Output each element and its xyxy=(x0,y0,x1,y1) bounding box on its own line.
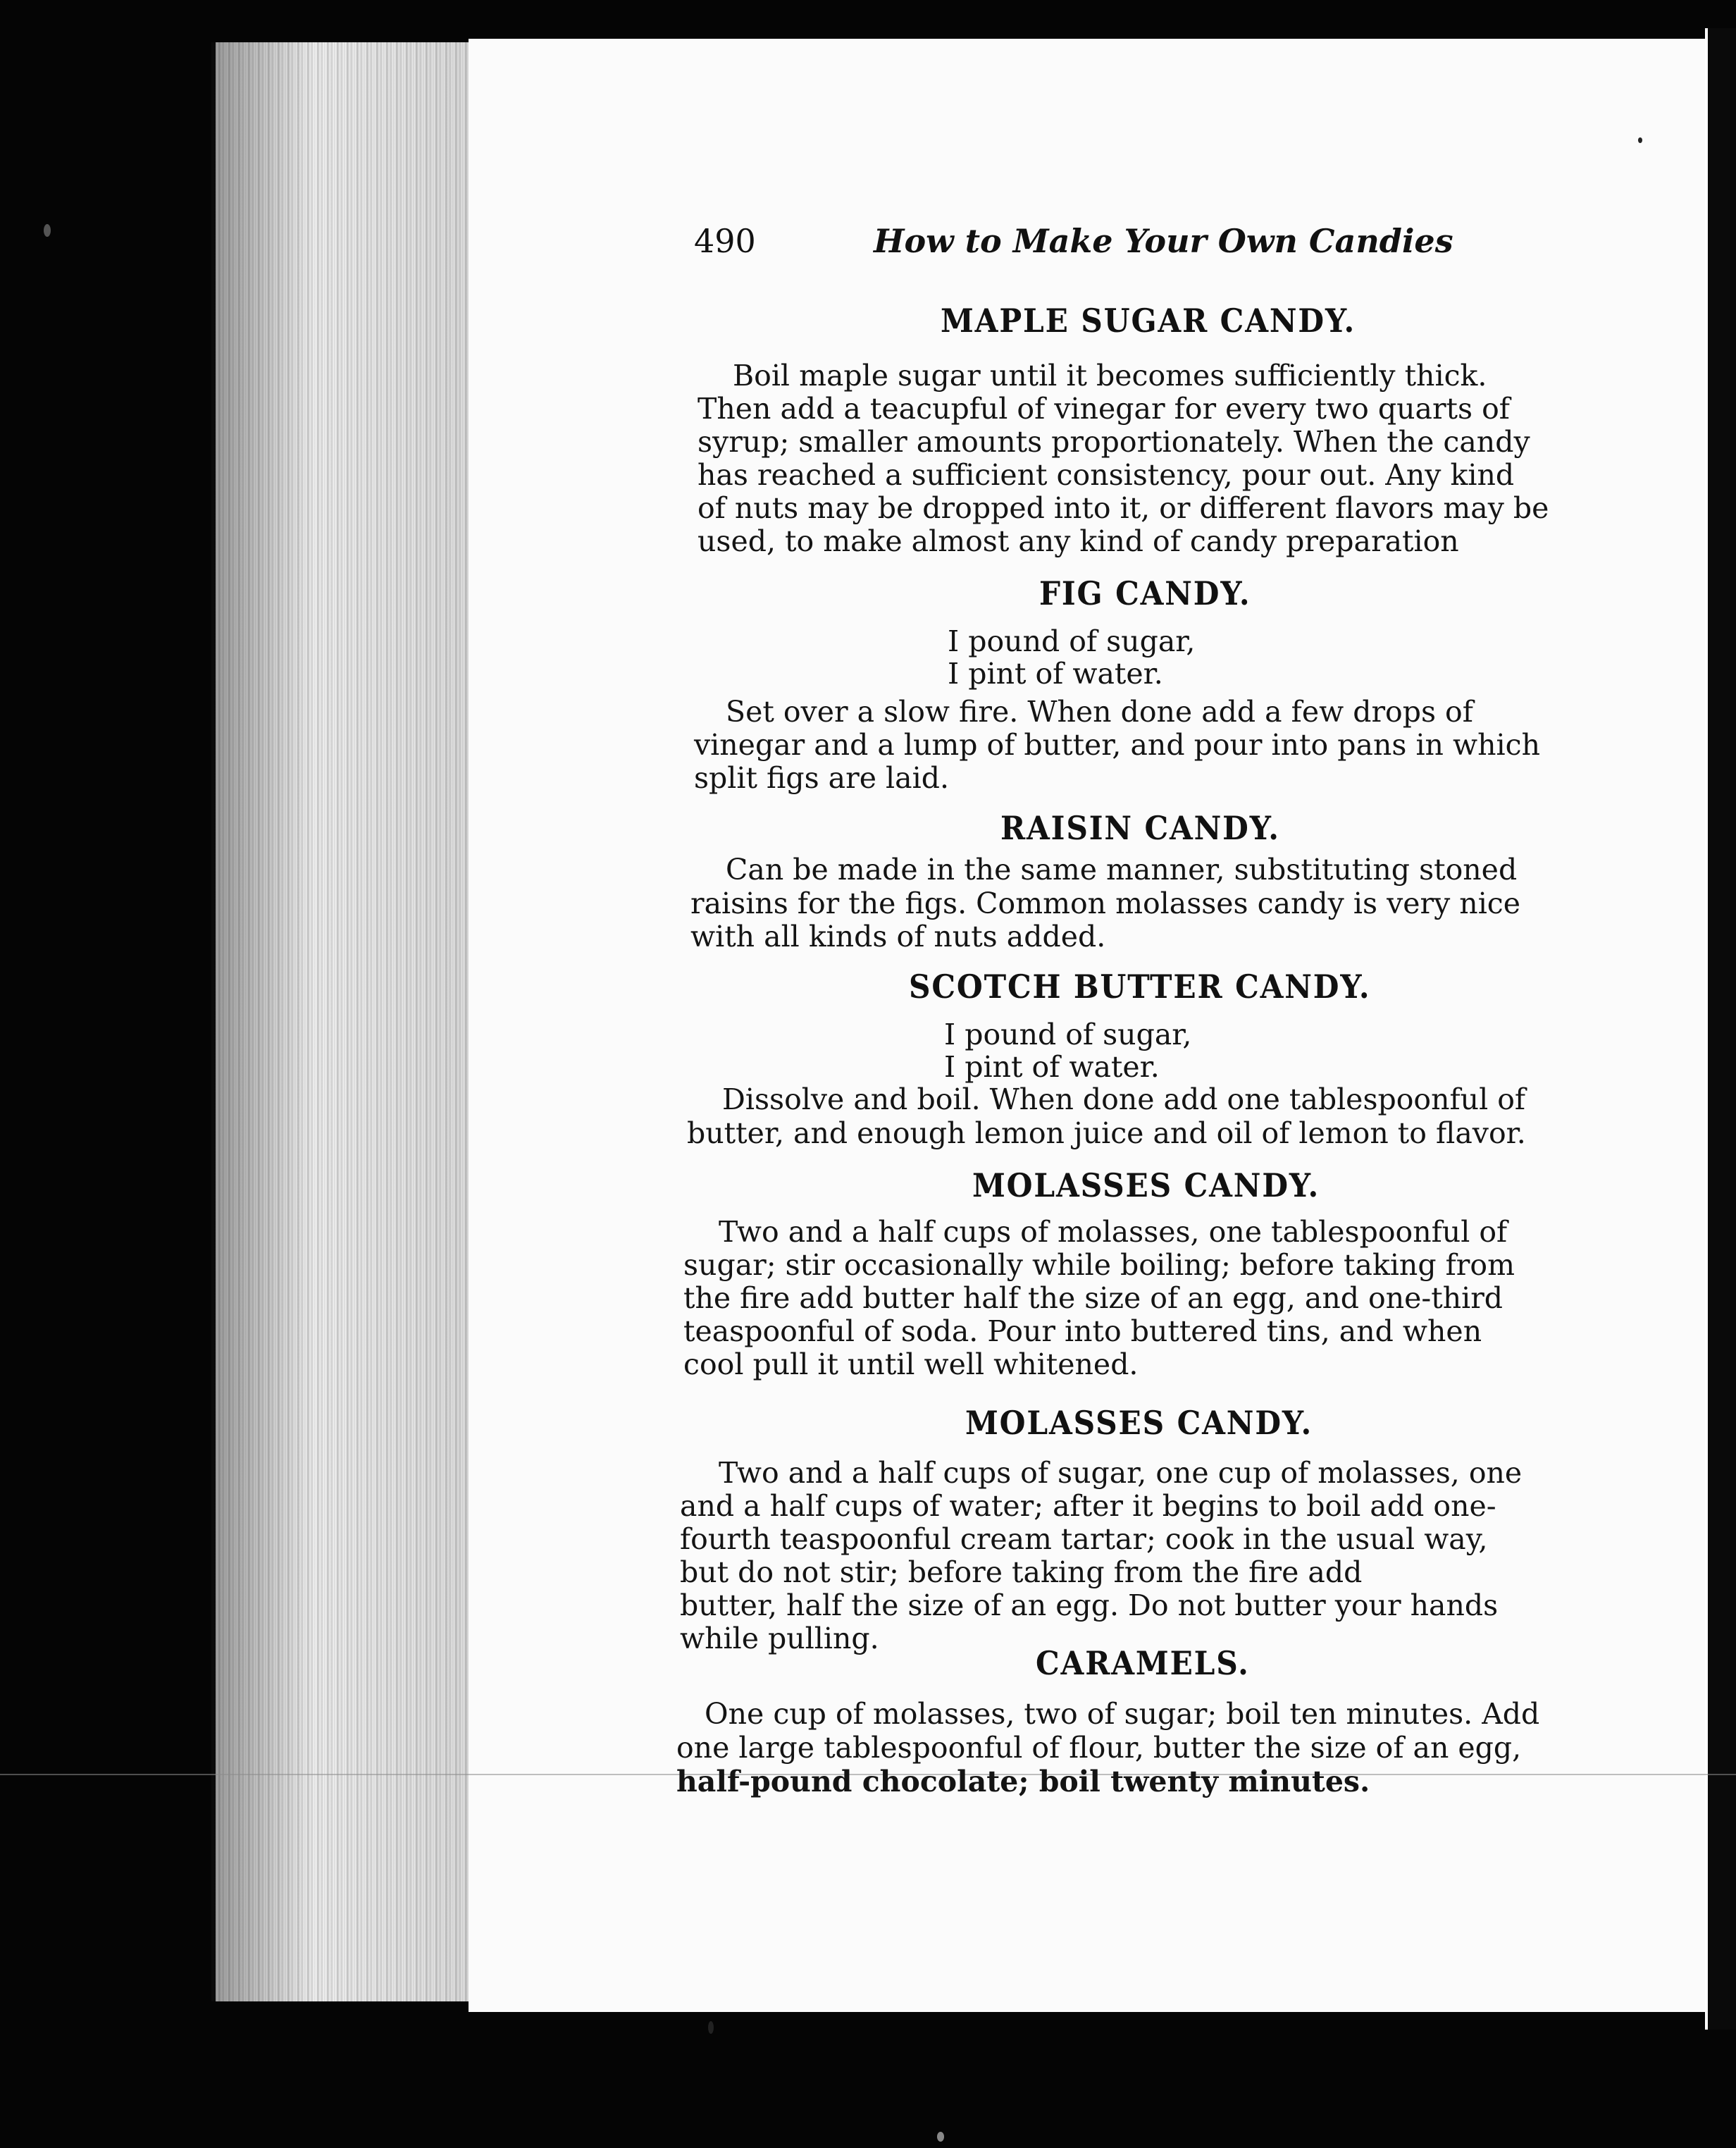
paragraph-line: butter, and enough lemon juice and oil of lemon to flavor. xyxy=(687,1116,1526,1150)
page-number: 490 xyxy=(694,222,756,260)
section-heading-molasses-2: MOLASSES CANDY. xyxy=(965,1404,1313,1442)
paragraph-line: has reached a sufficient consistency, pour out. Any kind xyxy=(698,458,1515,492)
paragraph-line: Can be made in the same manner, substituting stoned xyxy=(726,853,1518,887)
paragraph-line: teaspoonful of soda. Pour into buttered tins, and when xyxy=(683,1314,1482,1348)
ingredient-line: I pound of sugar, xyxy=(944,1018,1192,1051)
paragraph-line: vinegar and a lump of butter, and pour into pans in which xyxy=(694,728,1540,762)
paragraph-line: of nuts may be dropped into it, or different flavors may be xyxy=(698,491,1549,525)
paragraph-line: one large tablespoonful of flour, butter the size of an egg, xyxy=(676,1731,1522,1765)
paragraph-line: Set over a slow fire. When done add a few drops of xyxy=(726,695,1473,729)
paragraph-line: split figs are laid. xyxy=(694,761,949,795)
paragraph-line: butter, half the size of an egg. Do not butter your hands xyxy=(680,1588,1499,1622)
paragraph-line: with all kinds of nuts added. xyxy=(690,920,1106,953)
paragraph-line: cool pull it until well whitened. xyxy=(683,1347,1139,1381)
paragraph-line: raisins for the figs. Common molasses candy is very nice xyxy=(690,887,1521,920)
scan-speck xyxy=(1638,137,1642,143)
paragraph-line: Two and a half cups of sugar, one cup of molasses, one xyxy=(719,1456,1523,1490)
paragraph-line: used, to make almost any kind of candy preparation xyxy=(698,524,1459,558)
scan-speck xyxy=(937,2132,944,2142)
paragraph-line: Then add a teacupful of vinegar for every two quarts of xyxy=(698,392,1510,426)
running-title: How to Make Your Own Candies xyxy=(874,222,1453,260)
section-heading-caramels: CARAMELS. xyxy=(1036,1644,1250,1682)
paragraph-line: half-pound chocolate; boil twenty minutes. xyxy=(676,1765,1370,1798)
scan-speck xyxy=(44,224,51,237)
paragraph-line: but do not stir; before taking from the fire add xyxy=(680,1555,1363,1589)
ingredient-line: I pint of water. xyxy=(948,657,1163,691)
paragraph-line: syrup; smaller amounts proportionately. When the candy xyxy=(698,425,1530,459)
paragraph-line: while pulling. xyxy=(680,1622,879,1655)
scan-speck xyxy=(708,2021,714,2034)
paragraph-line: Two and a half cups of molasses, one tablespoonful of xyxy=(719,1215,1508,1249)
paragraph-line: the fire add butter half the size of an egg, and one-third xyxy=(683,1281,1504,1315)
section-heading-scotch-butter: SCOTCH BUTTER CANDY. xyxy=(909,968,1371,1006)
section-heading-maple-sugar: MAPLE SUGAR CANDY. xyxy=(941,302,1356,340)
page-edges-shadow xyxy=(211,42,469,2001)
section-heading-molasses-1: MOLASSES CANDY. xyxy=(972,1166,1320,1204)
binding-edge xyxy=(1705,28,1736,2030)
paragraph-line: Dissolve and boil. When done add one tablespoonful of xyxy=(722,1082,1526,1116)
section-heading-fig: FIG CANDY. xyxy=(1039,574,1251,612)
page-header xyxy=(694,222,1453,271)
paragraph-line: and a half cups of water; after it begins to boil add one- xyxy=(680,1489,1496,1523)
ingredient-line: I pound of sugar, xyxy=(948,624,1196,658)
paragraph-line: One cup of molasses, two of sugar; boil ten minutes. Add xyxy=(705,1697,1540,1731)
paragraph-line: sugar; stir occasionally while boiling; before taking from xyxy=(683,1248,1515,1282)
section-heading-raisin: RAISIN CANDY. xyxy=(1000,809,1280,847)
ingredient-line: I pint of water. xyxy=(944,1050,1160,1084)
paragraph-line: fourth teaspoonful cream tartar; cook in the usual way, xyxy=(680,1522,1488,1556)
paragraph-line: Boil maple sugar until it becomes sufficiently thick. xyxy=(733,359,1487,393)
